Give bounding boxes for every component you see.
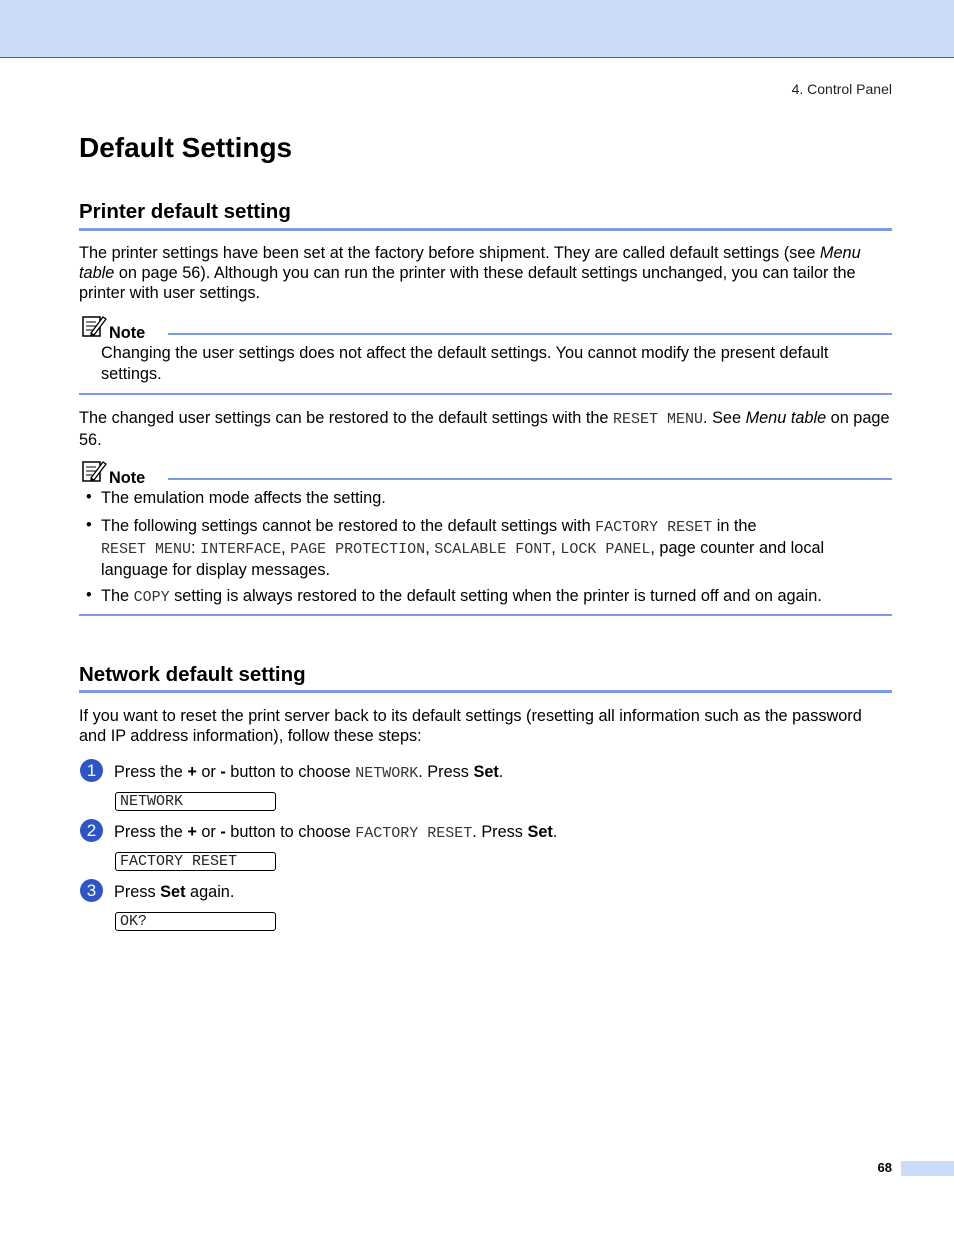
menu-table-ref: table	[79, 264, 115, 282]
text: . See	[703, 409, 746, 427]
bullet: •	[86, 516, 92, 534]
printer-intro	[79, 243, 892, 303]
plus-key: +	[187, 763, 197, 781]
code-lock-panel: LOCK PANEL	[560, 541, 651, 558]
code-page-protection: PAGE PROTECTION	[290, 541, 426, 558]
note-label: Note	[109, 469, 146, 487]
note-end-rule	[79, 393, 892, 395]
step-number: 3	[80, 879, 103, 902]
text: again.	[185, 883, 235, 901]
step-text	[114, 882, 234, 902]
text: on page 56.	[79, 409, 890, 449]
text: or	[196, 823, 221, 841]
note-pencil-icon	[81, 314, 107, 343]
text: on page 56). Although you can run the printer with these default settings unchanged, you can tailor the printer with user settings.	[79, 264, 856, 302]
text: ,	[551, 539, 561, 557]
text: The	[101, 587, 134, 605]
plus-key: +	[187, 823, 197, 841]
note-rule	[168, 333, 892, 335]
note-rule	[168, 478, 892, 480]
note-heading	[81, 314, 145, 343]
code-factory-reset: FACTORY RESET	[355, 825, 473, 842]
step-text	[114, 762, 503, 784]
lcd-display: FACTORY RESET	[115, 852, 276, 871]
page-title: Default Settings	[79, 132, 293, 163]
text: Press the	[114, 823, 188, 841]
code-interface: INTERFACE	[200, 541, 282, 558]
text: button to choose	[225, 823, 356, 841]
step-number: 1	[80, 759, 103, 782]
lcd-display: NETWORK	[115, 792, 276, 811]
menu-table-ref: Menu	[819, 244, 861, 262]
note-end-rule	[79, 614, 892, 616]
code-scalable-font: SCALABLE FONT	[434, 541, 552, 558]
text: ,	[281, 539, 291, 557]
code-network: NETWORK	[355, 765, 419, 782]
text: :	[191, 539, 201, 557]
lcd-display: OK?	[115, 912, 276, 931]
text: , page counter and local language for display messages.	[101, 539, 825, 579]
bullet-item	[101, 516, 893, 580]
code-reset-menu: RESET MENU	[101, 541, 192, 558]
printer-section-title: Printer default setting	[79, 200, 291, 223]
text: The printer settings have been set at the factory before shipment. They are called default settings (see	[79, 244, 820, 262]
note-pencil-icon	[81, 459, 107, 488]
text: . Press	[418, 763, 474, 781]
bullet: •	[86, 488, 92, 506]
text: .	[498, 763, 504, 781]
network-section-title: Network default setting	[79, 663, 306, 686]
set-key: Set	[160, 883, 186, 901]
note-text: Changing the user settings does not affect the default settings. You cannot modify the present default settings.	[101, 344, 829, 383]
code-copy: COPY	[133, 589, 170, 606]
text: ,	[425, 539, 435, 557]
code-factory-reset: FACTORY RESET	[595, 519, 713, 536]
bullet-item	[101, 586, 893, 608]
text: The changed user settings can be restored to the default settings with the	[79, 409, 613, 427]
code-reset-menu: RESET MENU	[613, 411, 704, 428]
text: setting is always restored to the default setting when the printer is turned off and on again.	[169, 587, 822, 605]
header-band	[0, 0, 954, 58]
text: . Press	[472, 823, 528, 841]
step-text	[114, 822, 557, 844]
menu-table-ref: Menu table	[745, 409, 827, 427]
text: .	[552, 823, 558, 841]
text: Press the	[114, 763, 188, 781]
text: The following settings cannot be restored to the default settings with	[101, 517, 596, 535]
page-number: 68	[877, 1160, 892, 1175]
note-heading	[81, 459, 145, 488]
minus-key: -	[220, 823, 226, 841]
page-tab	[901, 1161, 954, 1176]
minus-key: -	[220, 763, 226, 781]
set-key: Set	[527, 823, 553, 841]
step-number: 2	[80, 819, 103, 842]
restore-paragraph	[79, 408, 892, 450]
note-label: Note	[109, 324, 146, 342]
text: in the	[712, 517, 757, 535]
bullet: •	[86, 586, 92, 604]
running-head: 4. Control Panel	[791, 81, 892, 97]
section-rule	[79, 228, 892, 231]
text: button to choose	[225, 763, 356, 781]
set-key: Set	[473, 763, 499, 781]
network-intro: If you want to reset the print server back to its default settings (resetting all information such as the password and IP address information), follow these steps:	[79, 707, 862, 745]
text: Press	[114, 883, 161, 901]
bullet-item: The emulation mode affects the setting.	[101, 489, 386, 507]
text: or	[196, 763, 221, 781]
section-rule	[79, 690, 892, 693]
